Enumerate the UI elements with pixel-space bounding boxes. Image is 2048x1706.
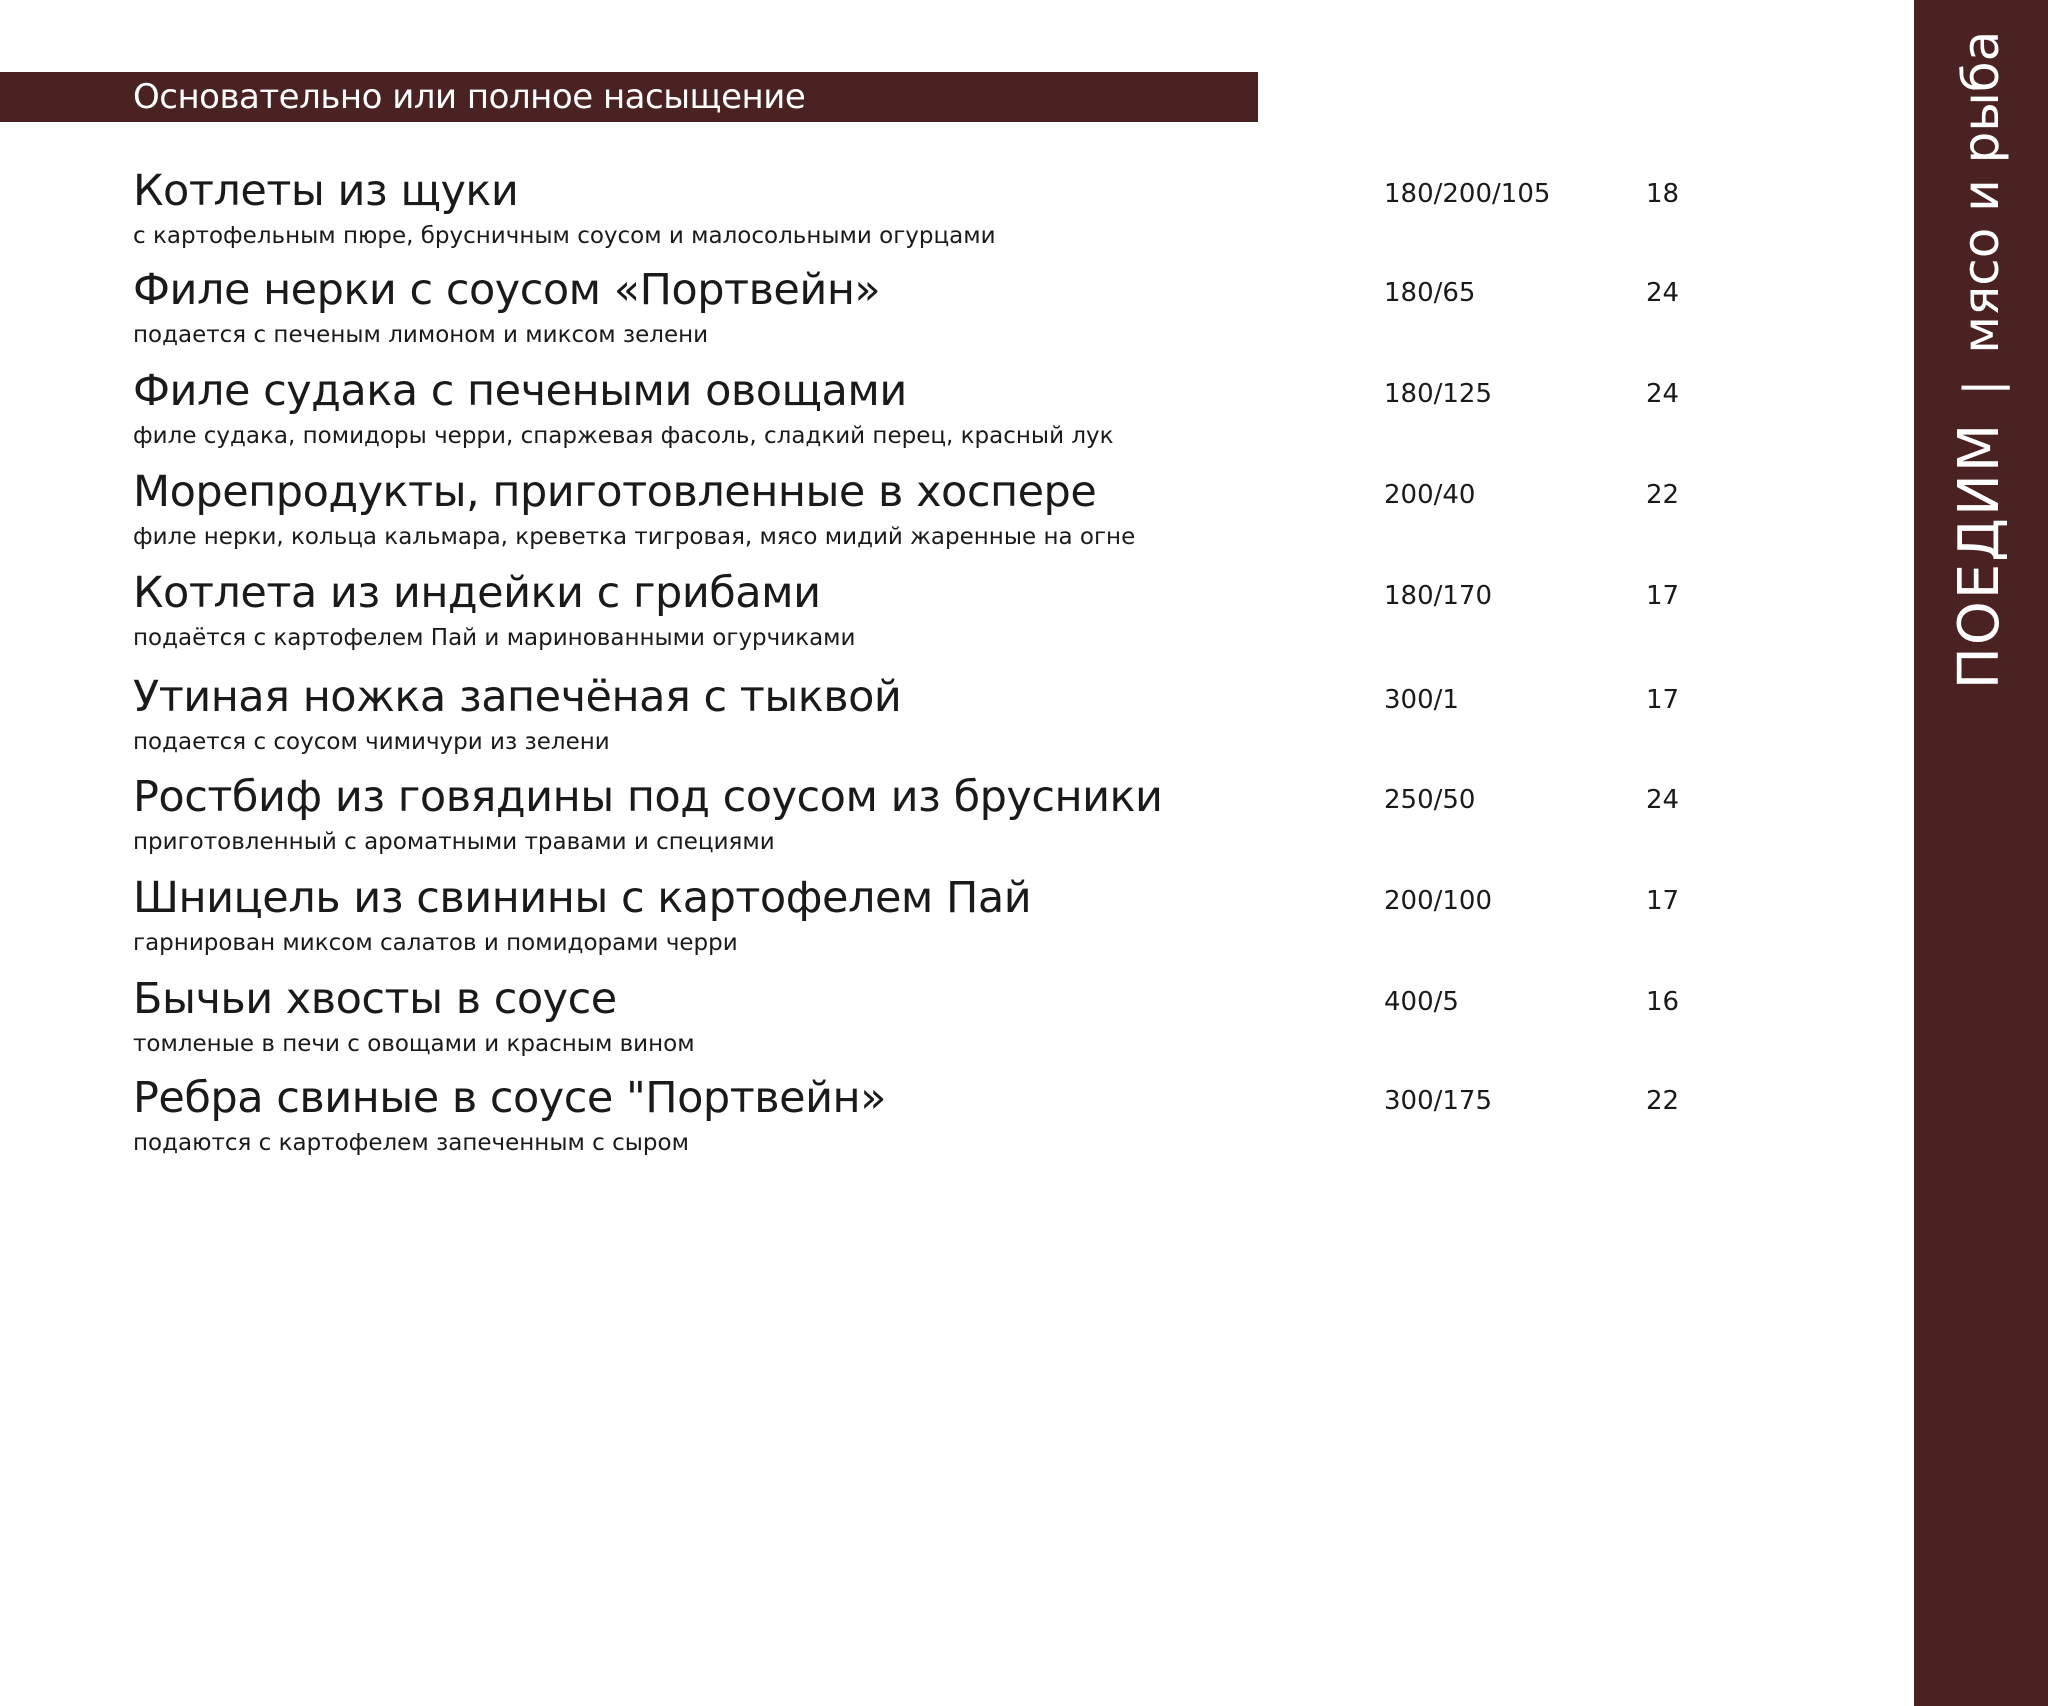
menu-item-price: 22	[1646, 480, 1680, 510]
menu-item	[0, 567, 1800, 667]
menu-item	[0, 771, 1800, 871]
menu-item-name: Морепродукты, приготовленные в хоспере	[133, 467, 1097, 517]
menu-item-price: 17	[1646, 685, 1680, 715]
menu-item-weight: 300/1	[1384, 685, 1459, 715]
menu-item	[0, 1072, 1800, 1172]
menu-item	[0, 264, 1800, 364]
menu-item-weight: 180/125	[1384, 379, 1493, 409]
menu-item-name: Котлета из индейки с грибами	[133, 568, 821, 618]
menu-item-description: филе нерки, кольца кальмара, креветка тигровая, мясо мидий жаренные на огне	[133, 524, 1136, 550]
sidebar-label	[1947, 30, 2012, 690]
menu-item-name: Шницель из свинины с картофелем Пай	[133, 873, 1032, 923]
menu-item	[0, 671, 1800, 771]
sidebar-separator: |	[1954, 379, 2010, 396]
menu-item-weight: 180/200/105	[1384, 179, 1551, 209]
section-title: Основательно или полное насыщение	[133, 77, 806, 117]
menu-item-description: подается с соусом чимичури из зелени	[133, 729, 610, 755]
menu-item	[0, 466, 1800, 566]
menu-item-description: подаются с картофелем запеченным с сыром	[133, 1130, 689, 1156]
menu-item-weight: 300/175	[1384, 1086, 1493, 1116]
sidebar-category: мясо и рыба	[1952, 30, 2010, 354]
menu-item-price: 18	[1646, 179, 1680, 209]
menu-item-price: 24	[1646, 379, 1680, 409]
sidebar-band	[1914, 0, 2048, 1706]
menu-item-price: 24	[1646, 785, 1680, 815]
menu-item	[0, 365, 1800, 465]
menu-item-weight: 200/100	[1384, 886, 1493, 916]
menu-item-weight: 200/40	[1384, 480, 1476, 510]
menu-item-name: Утиная ножка запечёная с тыквой	[133, 672, 902, 722]
menu-item-price: 17	[1646, 581, 1680, 611]
menu-item-name: Ростбиф из говядины под соусом из брусники	[133, 772, 1163, 822]
menu-item	[0, 165, 1800, 265]
menu-item-weight: 180/65	[1384, 278, 1476, 308]
menu-item-name: Филе судака с печеными овощами	[133, 366, 907, 416]
menu-item-description: филе судака, помидоры черри, спаржевая фасоль, сладкий перец, красный лук	[133, 423, 1114, 449]
menu-item-description: подаётся с картофелем Пай и маринованными огурчиками	[133, 625, 856, 651]
menu-item-description: томленые в печи с овощами и красным вином	[133, 1031, 695, 1057]
menu-item-name: Филе нерки с соусом «Портвейн»	[133, 265, 881, 315]
menu-item-name: Бычьи хвосты в соусе	[133, 974, 617, 1024]
menu-item	[0, 973, 1800, 1073]
menu-item-name: Ребра свиные в соусе "Портвейн»	[133, 1073, 886, 1123]
menu-item-description: гарнирован миксом салатов и помидорами черри	[133, 930, 738, 956]
menu-item-weight: 250/50	[1384, 785, 1476, 815]
menu-item-name: Котлеты из щуки	[133, 166, 519, 216]
menu-item-weight: 180/170	[1384, 581, 1493, 611]
menu-item-price: 24	[1646, 278, 1680, 308]
menu-item-description: приготовленный с ароматными травами и специями	[133, 829, 775, 855]
menu-item-description: подается с печеным лимоном и миксом зелени	[133, 322, 709, 348]
section-header-band	[0, 72, 1258, 122]
menu-item	[0, 872, 1800, 972]
menu-item-price: 17	[1646, 886, 1680, 916]
brand-name: ПОЕДИМ	[1947, 421, 2012, 690]
menu-item-price: 16	[1646, 987, 1680, 1017]
menu-item-description: с картофельным пюре, брусничным соусом и малосольными огурцами	[133, 223, 996, 249]
menu-item-price: 22	[1646, 1086, 1680, 1116]
menu-item-weight: 400/5	[1384, 987, 1459, 1017]
